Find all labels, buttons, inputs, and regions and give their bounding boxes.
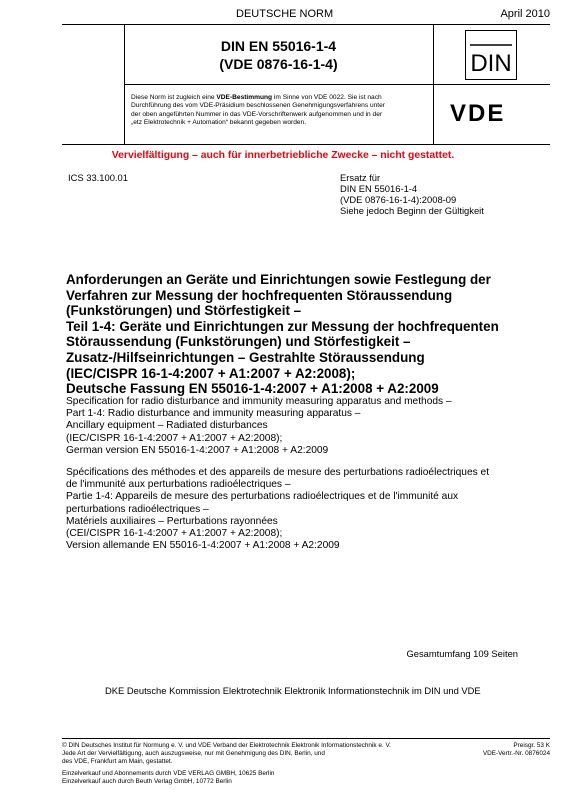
replacement-info [340, 172, 484, 216]
title-english-line: Part 1-4: Radio disturbance and immunity measuring apparatus – [66, 408, 361, 420]
title-french-line: (CEI/CISPR 16-1-4:2007 + A1:2007 + A2:2008); [66, 528, 283, 540]
din-logo [465, 30, 517, 80]
footer-rule [62, 738, 550, 739]
vde-number: (VDE 0876-16-1-4) [219, 56, 338, 72]
vde-note-line: der oben angeführten Nummer in das VDE-Vorschriftenwerk aufgenommen und in der [131, 110, 383, 118]
title-english-line: Ancillary equipment – Radiated disturbances [66, 420, 268, 432]
copyright-line: © DIN Deutsches Institut für Normung e. V. und VDE Verband der Elektrotechnik Elektronik Informationstechnik e. V. [62, 742, 391, 749]
frame-top-rule [62, 24, 550, 25]
sales-line: Einzelverkauf und Abonnements durch VDE VERLAG GMBH, 10625 Berlin [62, 770, 275, 777]
vde-logo-graphic [448, 98, 548, 128]
copyright-notice [62, 742, 391, 767]
title-french-line: Spécifications des méthodes et des appareils de mesure des perturbations radioélectriques et [66, 467, 490, 478]
title-german-line: Störaussendung (Funkstörungen) und Störfestigkeit – [66, 334, 411, 350]
title-french [66, 467, 489, 552]
replacement-line: (VDE 0876-16-1-4):2008-09 [340, 194, 457, 205]
title-german-line: Anforderungen an Geräte und Einrichtungen sowie Festlegung der [66, 272, 491, 287]
standard-number: DIN EN 55016-1-4 [220, 38, 337, 54]
vde-regulation-note [131, 94, 431, 128]
vde-note-line: „etz Elektrotechnik + Automation“ bekannt gegeben worden. [131, 119, 307, 127]
title-french-line: Partie 1-4: Appareils de mesure des perturbations radioélectriques et de l'immunité aux [66, 491, 459, 503]
vde-logo [448, 98, 548, 133]
dke-line: DKE Deutsche Kommission Elektrotechnik Elektronik Informationstechnik im DIN und VDE [105, 685, 481, 696]
title-english-line: (IEC/CISPR 16-1-4:2007 + A1:2007 + A2:2008); [66, 432, 283, 444]
replacement-line: Ersatz für [340, 172, 381, 183]
title-french-line: Version allemande EN 55016-1-4:2007 + A1:2008 + A2:2009 [66, 540, 340, 552]
title-french-line: de l'immunité aux perturbations radioélectriques – [66, 479, 291, 491]
title-french-line: Matériels auxiliaires – Perturbations rayonnées [66, 515, 278, 527]
title-german-line: (Funkstörungen) und Störfestigkeit – [66, 303, 302, 319]
frame-mid-rule [124, 84, 550, 85]
order-number: VDE-Vertr.-Nr. 0876024 [482, 750, 550, 758]
din-logo-text: DIN [470, 50, 512, 77]
vde-note-text: im Sinne von VDE 0022. Sie ist nach [272, 94, 382, 101]
price-info [483, 742, 550, 758]
title-english [66, 396, 452, 457]
title-german-line: Teil 1-4: Geräte und Einrichtungen zur Messung der hochfrequenten [66, 318, 499, 334]
frame-bottom-rule [62, 144, 550, 145]
vde-note-bold: VDE-Bestimmung [216, 94, 273, 101]
title-french-line: perturbations radioélectriques – [66, 503, 209, 515]
reproduction-notice: Vervielfältigung – auch für innerbetriebliche Zwecke – nicht gestattet. [111, 150, 455, 161]
ics-code: ICS 33.100.01 [68, 172, 128, 183]
sales-line: Einzelverkauf auch durch Beuth Verlag GmbH, 10772 Berlin [62, 778, 232, 786]
title-english-line: German version EN 55016-1-4:2007 + A1:2008 + A2:2009 [66, 444, 329, 456]
title-german [66, 272, 499, 397]
publication-date: April 2010 [500, 8, 550, 20]
title-german-line: Zusatz-/Hilfseinrichtungen – Gestrahlte Störaussendung [66, 349, 425, 365]
replacement-line: DIN EN 55016-1-4 [340, 183, 418, 194]
title-german-line: Deutsche Fassung EN 55016-1-4:2007 + A1:2008 + A2:2009 [66, 381, 439, 397]
title-english-line: Specification for radio disturbance and immunity measuring apparatus and methods – [66, 396, 452, 407]
copyright-line: des VDE, Frankfurt am Main, gestattet. [62, 758, 173, 766]
title-german-line: Verfahren zur Messung der hochfrequenten Störaussendung [66, 287, 453, 303]
sales-info [62, 770, 274, 786]
total-pages: Gesamtumfang 109 Seiten [406, 648, 518, 659]
replacement-line: Siehe jedoch Beginn der Gültigkeit [340, 205, 484, 216]
vde-logo-text: VDE [450, 100, 506, 127]
vde-note-line: Durchführung des vom VDE-Präsidium beschlossenen Genehmigungsverfahrens unter [131, 102, 385, 110]
vde-note-text: Diese Norm ist zugleich eine [131, 94, 217, 101]
din-logo-graphic [466, 31, 516, 79]
document-type-label: DEUTSCHE NORM [236, 8, 334, 20]
copyright-line: Jede Art der Vervielfältigung, auch auszugsweise, nur mit Genehmigung des DIN, Berlin, und [62, 750, 325, 758]
standard-title-block [124, 38, 433, 72]
title-german-line: (IEC/CISPR 16-1-4:2007 + A1:2007 + A2:2008); [66, 365, 356, 381]
price-group: Preisgr. 53 K [513, 742, 550, 749]
